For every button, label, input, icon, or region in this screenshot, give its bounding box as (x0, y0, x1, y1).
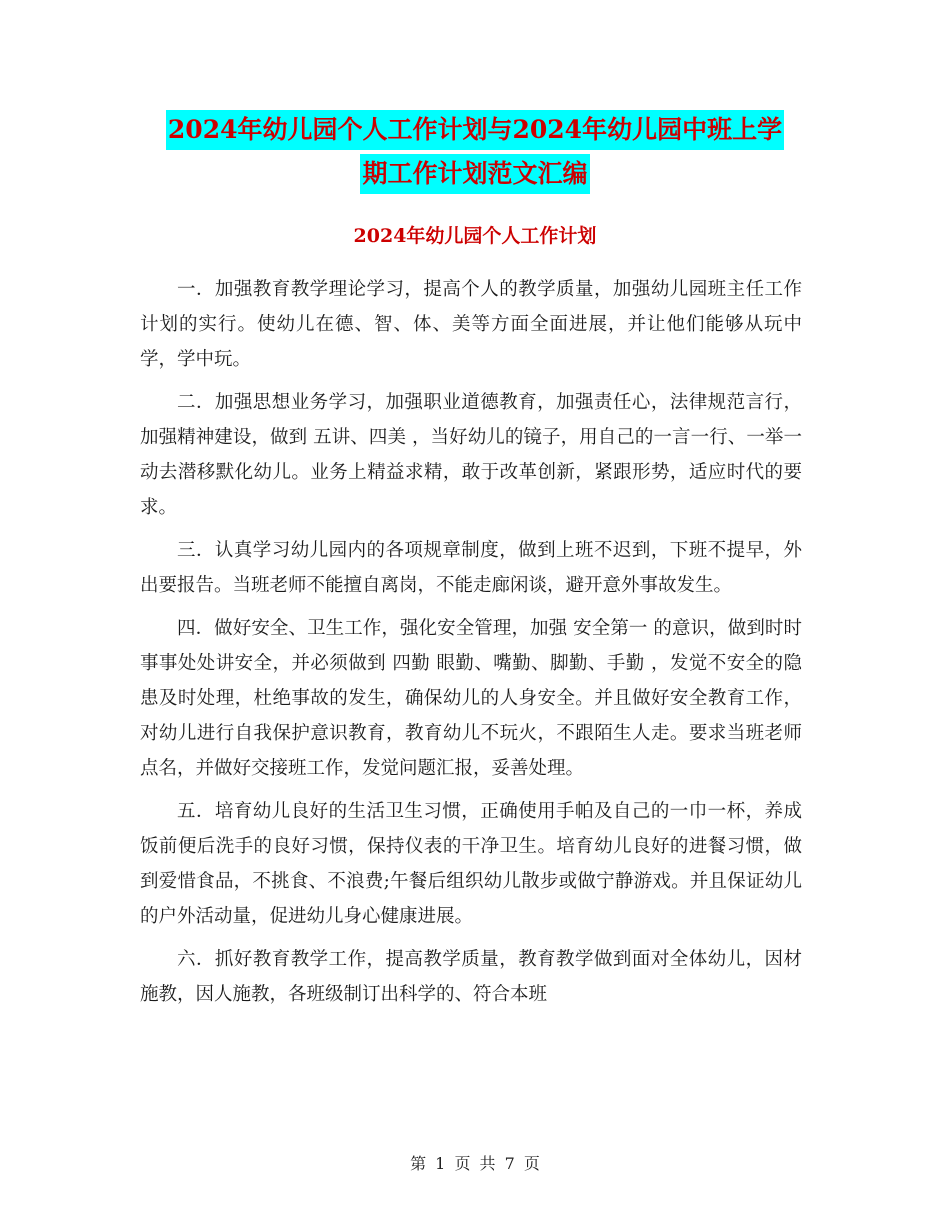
paragraph-3: 三．认真学习幼儿园内的各项规章制度，做到上班不迟到，下班不提早，外出要报告。当班老师不能擅自离岗，不能走廊闲谈，避开意外事故发生。 (140, 540, 802, 596)
paragraph-6: 六．抓好教育教学工作，提高教学质量，教育教学做到面对全体幼儿，因材施教，因人施教，各班级制订出科学的、符合本班 (140, 949, 802, 1005)
paragraph-5: 五．培育幼儿良好的生活卫生习惯，正确使用手帕及自己的一巾一杯，养成饭前便后洗手的良好习惯，保持仪表的干净卫生。培育幼儿良好的进餐习惯，做到爱惜食品，不挑食、不浪费;午餐后组织幼儿散步或做宁静游戏。并且保证幼儿的户外活动量，促进幼儿身心健康进展。 (140, 801, 802, 927)
paragraph-1: 一．加强教育教学理论学习，提高个人的教学质量，加强幼儿园班主任工作计划的实行。使幼儿在德、智、体、美等方面全面进展，并让他们能够从玩中学，学中玩。 (140, 279, 802, 370)
document-body (140, 272, 802, 1012)
section-title: 2024年幼儿园个人工作计划 (353, 225, 597, 247)
paragraph-4: 四．做好安全、卫生工作，强化安全管理，加强 安全第一 的意识，做到时时事事处处讲安全，并必须做到 四勤 眼勤、嘴勤、脚勤、手勤 ，发觉不安全的隐患及时处理，杜绝事故的发生，确保幼儿的人身安全。并且做好安全教育工作，对幼儿进行自我保护意识教育，教育幼儿不玩火，不跟陌生人走。要求当班老师点名，并做好交接班工作，发觉问题汇报，妥善处理。 (140, 618, 802, 779)
page-footer: 第 1 页 共 7 页 (410, 1154, 540, 1173)
title-line-1: 2024年幼儿园个人工作计划与2024年幼儿园中班上学 (166, 110, 784, 150)
title-line-2: 期工作计划范文汇编 (360, 154, 589, 194)
document-title (140, 110, 810, 194)
paragraph-2: 二．加强思想业务学习，加强职业道德教育，加强责任心，法律规范言行，加强精神建设，做到 五讲、四美 ，当好幼儿的镜子，用自己的一言一行、一举一动去潜移默化幼儿。业务上精益求精，敢于改革创新，紧跟形势，适应时代的要求。 (140, 392, 802, 518)
